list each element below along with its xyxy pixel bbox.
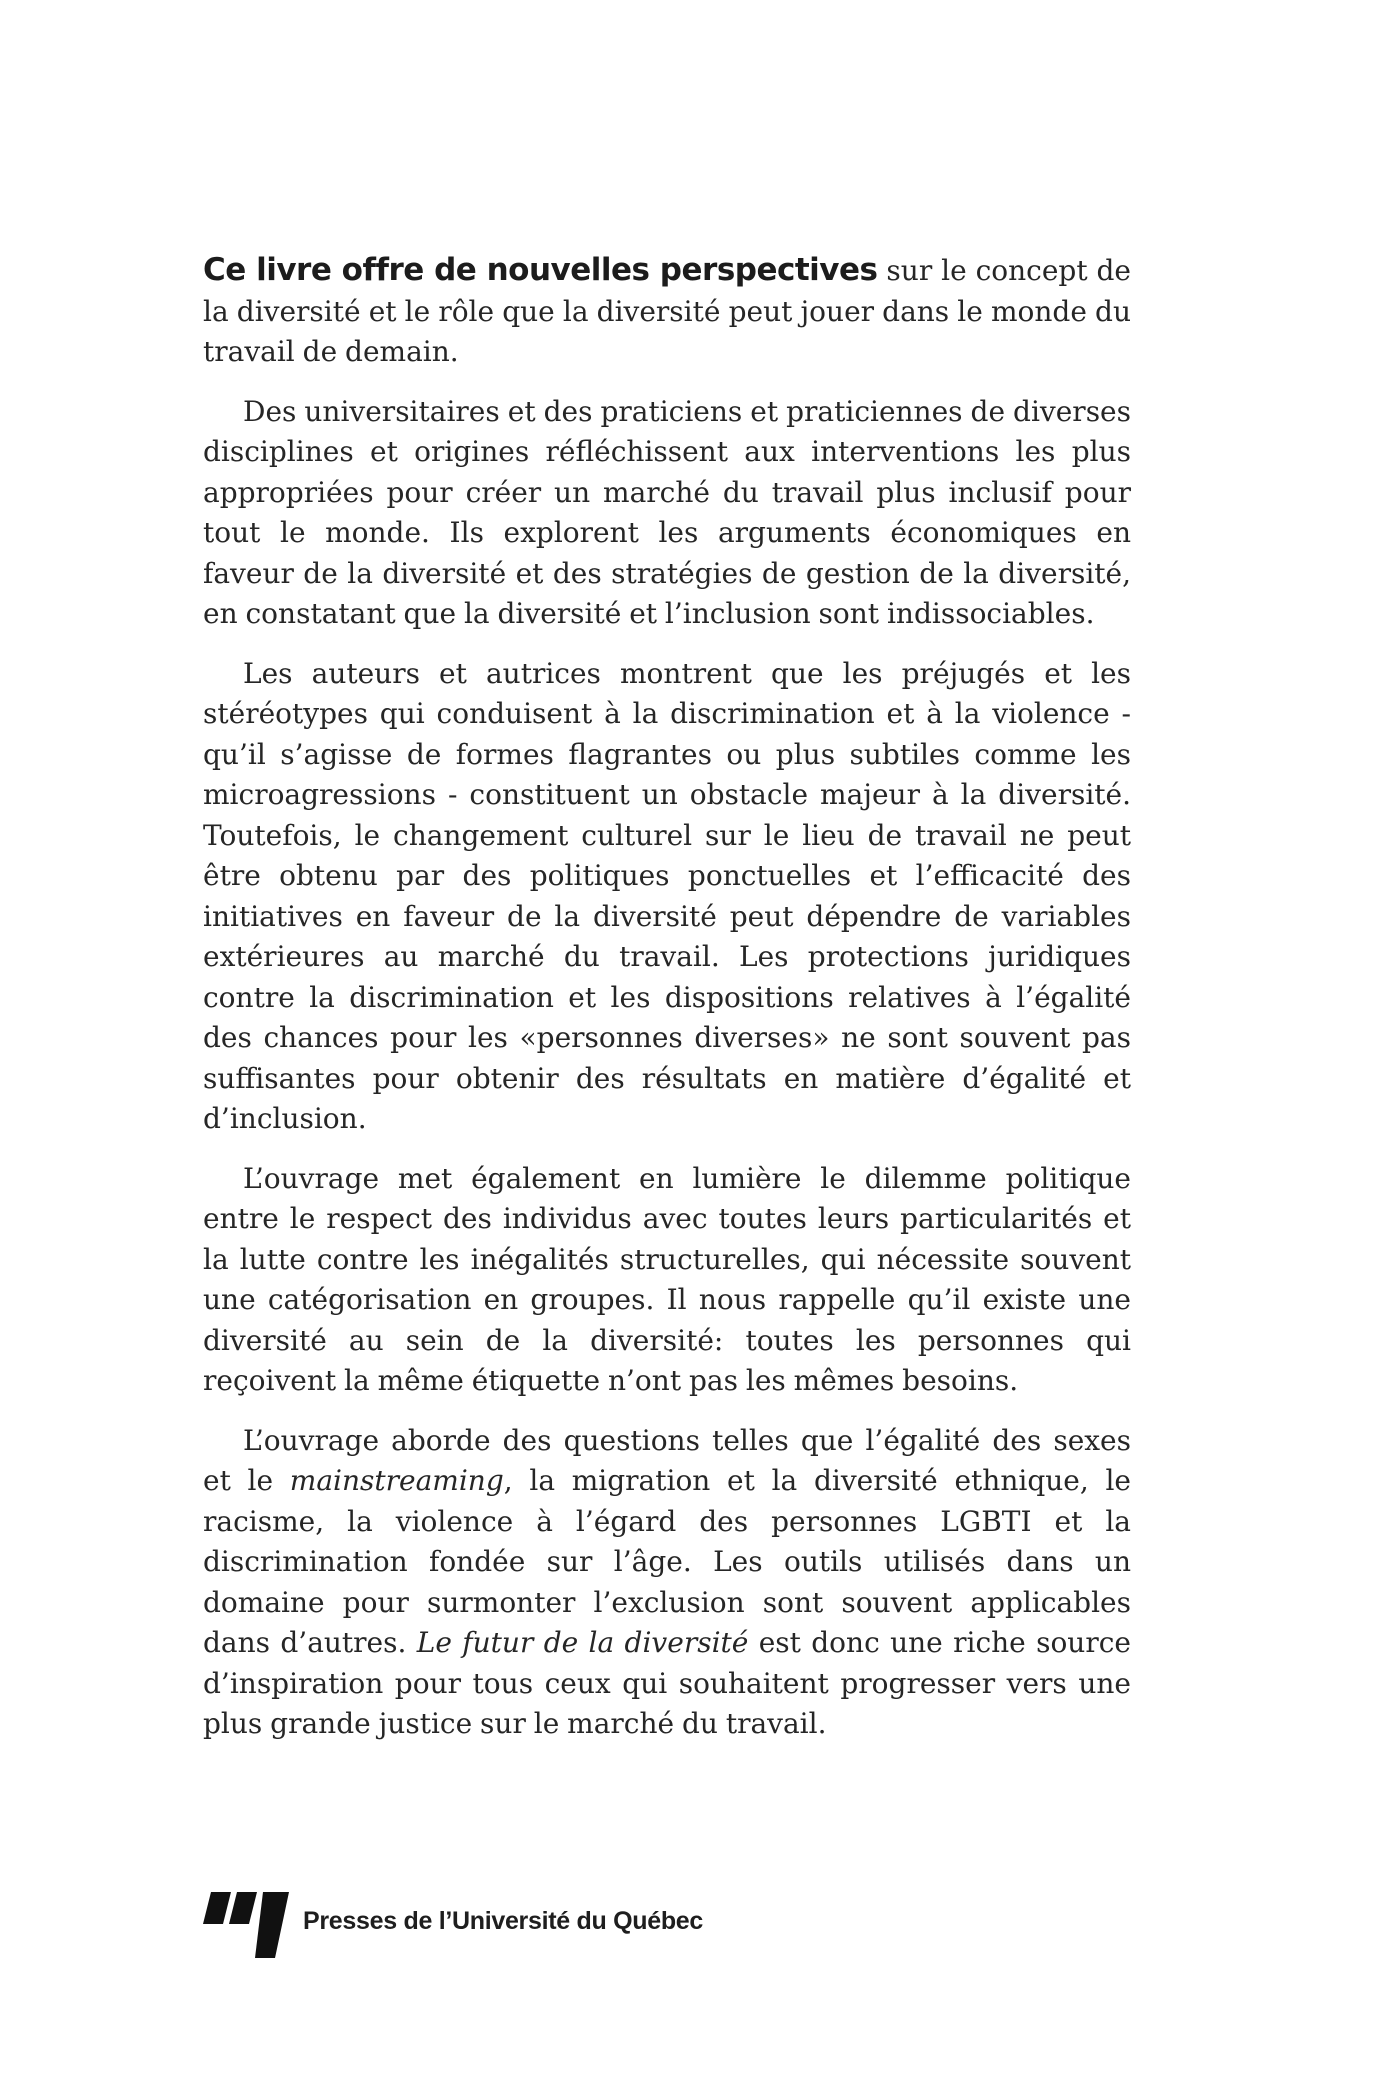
topics-text-3: est donc une riche source d’inspiration pour tous ceux qui souhaitent progresser vers une plus grande justice sur le marché du travail. [203, 1626, 1131, 1740]
topics-italic-mainstreaming: mainstreaming [289, 1464, 504, 1497]
paragraph-dilemma: L’ouvrage met également en lumière le dilemme politique entre le respect des individus avec toutes leurs particularités et la lutte contre les inégalités structurelles, qui nécessite souvent une catégorisation en groupes. Il nous rappelle qu’il existe une diversité au sein de la diversité: toutes les personnes qui reçoivent la même étiquette n’ont pas les mêmes besoins. [203, 1161, 1131, 1397]
paragraph-discrimination: Les auteurs et autrices montrent que les préjugés et les stéréotypes qui conduisent à la discrimination et à la violence - qu’il s’agisse de formes flagrantes ou plus subtiles comme les microagressions - constituent un obstacle majeur à la diversité. Toutefois, le changement culturel sur le lieu de travail ne peut être obtenu par des politiques ponctuelles et l’efficacité des initiatives en faveur de la diversité peut dépendre de variables extérieures au marché du travail. Les protections juridiques contre la discrimination et les dispositions relatives à l’égalité des chances pour les «personnes diverses» ne sont souvent pas suffisantes pour obtenir des résultats en matière d’égalité et d’inclusion. [203, 656, 1131, 1135]
paragraph-scholars: Des universitaires et des praticiens et praticiennes de diverses disciplines et origines réfléchissent aux interventions les plus appropriées pour créer un marché du travail plus inclusif pour tout le monde. Ils explorent les arguments économiques en faveur de la diversité et des stratégies de gestion de la diversité, en constatant que la diversité et l’inclusion sont indissociables. [203, 394, 1131, 630]
publisher-name: Presses de l’Université du Québec [303, 1906, 704, 1935]
book-title-italic: Le futur de la diversité [416, 1626, 749, 1659]
lead-bold-phrase: Ce livre offre de nouvelles perspectives [203, 252, 878, 288]
lead-paragraph-text: sur le concept de la diversité et le rôle que la diversité peut jouer dans le monde du travail de demain. [203, 254, 1131, 368]
back-cover-text [203, 250, 1131, 1764]
topics-text-1: L’ouvrage aborde des questions telles que l’égalité des sexes et le [203, 1423, 1131, 1497]
topics-text-2: , la migration et la diversité ethnique, le racisme, la violence à l’égard des personnes LGBTI et la discrimination fondée sur l’âge. Les outils utilisés dans un domaine pour surmonter l’exclusion sont souvent applicables dans d’autres. [203, 1464, 1131, 1659]
puq-logo-icon [203, 1892, 289, 1958]
paragraph-topics [203, 1421, 1131, 1745]
lead-paragraph [203, 250, 1131, 373]
publisher-footer [203, 1892, 703, 1958]
